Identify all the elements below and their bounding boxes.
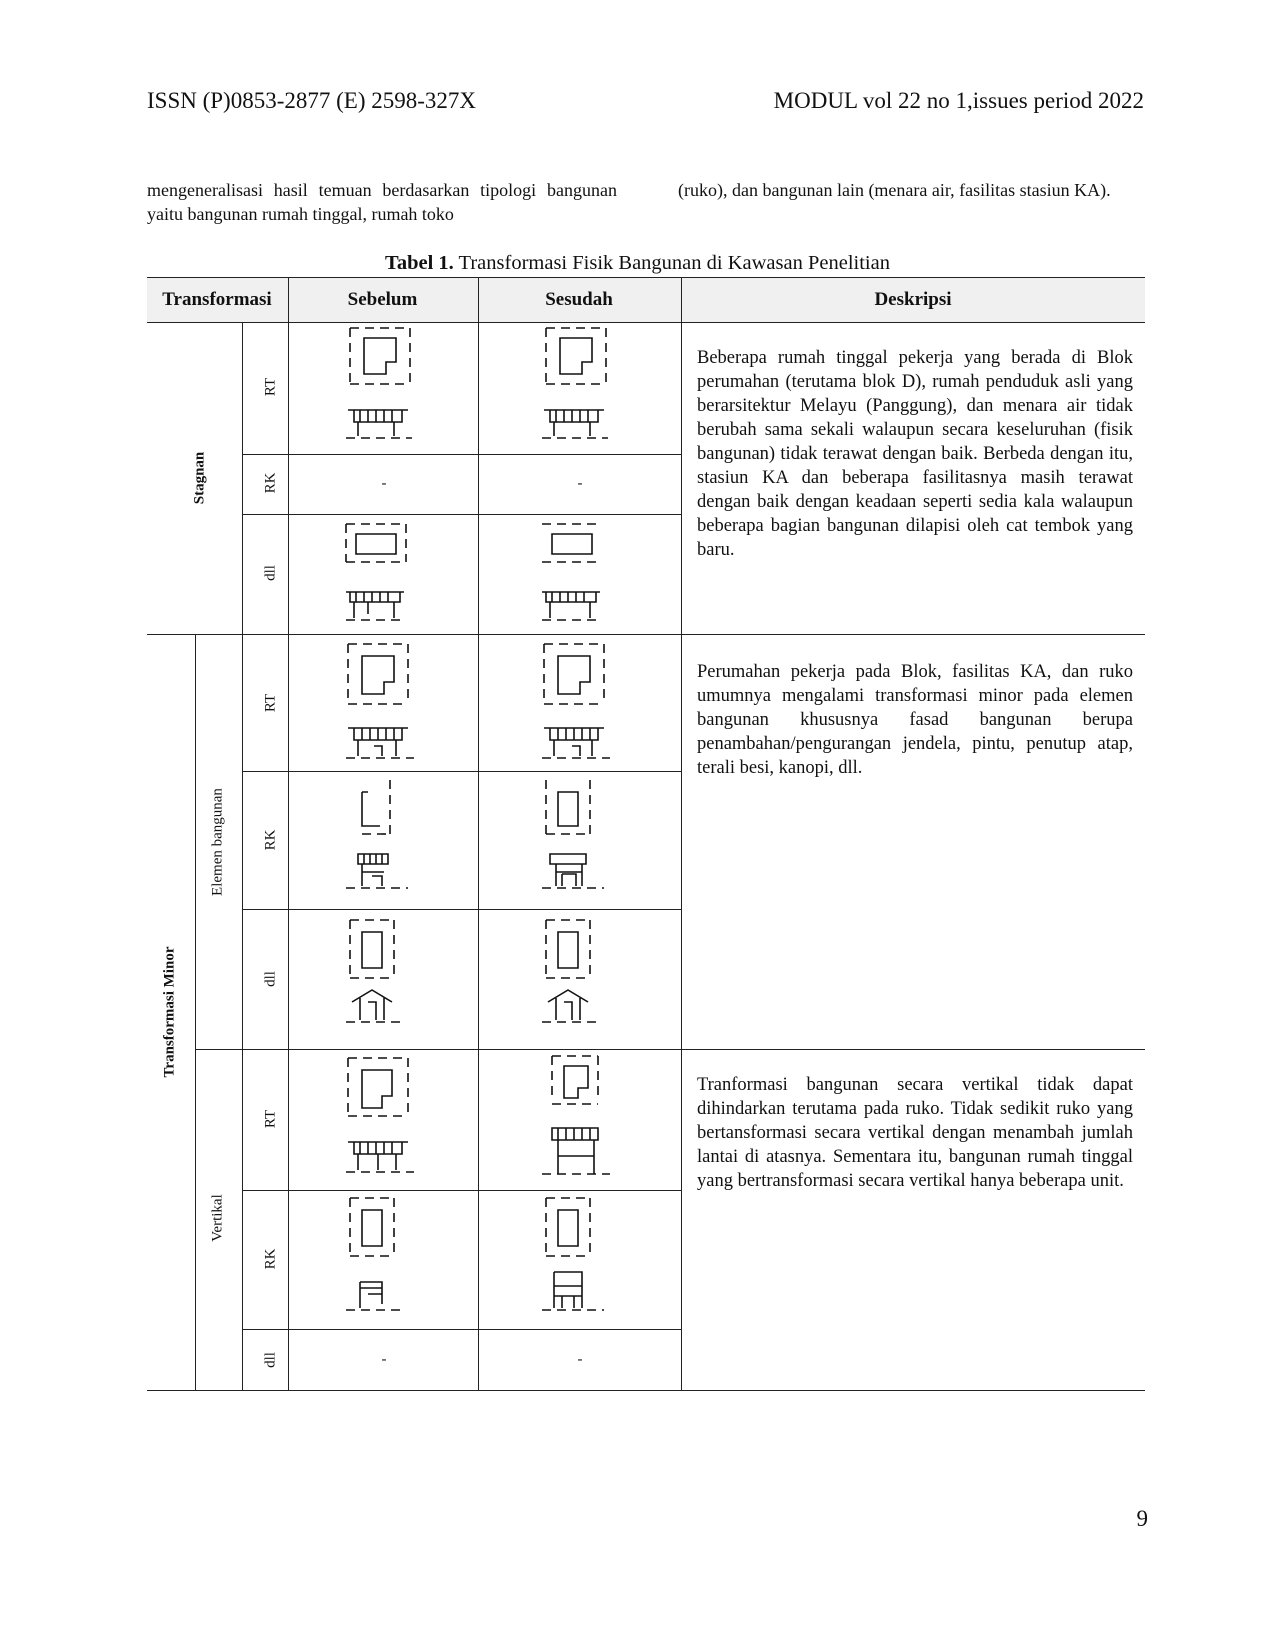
sketch-vertikal-rk-before <box>342 1196 422 1326</box>
row-label-rt: RT <box>262 377 279 397</box>
header-sebelum: Sebelum <box>347 289 418 310</box>
row-label-rt: RT <box>262 693 279 713</box>
sketch-vertikal-rk-after <box>538 1196 618 1326</box>
sketch-stagnan-rt-after <box>538 326 618 446</box>
journal-issn: ISSN (P)0853-2877 (E) 2598-327X <box>147 88 477 113</box>
page-number: 9 <box>1136 1506 1148 1531</box>
group-vertikal-label: Vertikal <box>209 1194 226 1242</box>
sketch-vertikal-rt-after <box>538 1056 628 1186</box>
empty-cell-marker: - <box>381 475 387 492</box>
sketch-stagnan-rt-before <box>342 326 422 446</box>
header-transformasi: Transformasi <box>162 289 272 310</box>
table-caption-text: Transformasi Fisik Bangunan di Kawasan Penelitian <box>453 252 890 274</box>
empty-cell-marker: - <box>577 1351 583 1368</box>
description-vertikal: Tranformasi bangunan secara vertikal tidak dapat dihindarkan terutama pada ruko. Tidak sedikit ruko yang bertansformasi secara vertikal dengan menambah jumlah lantai di atasnya. Sementara itu, bangunan rumah tinggal yang bertransformasi secara vertikal hanya beberapa unit. <box>697 1075 1133 1191</box>
row-label-rk: RK <box>262 829 279 851</box>
group-elemen-label: Elemen bangunan <box>209 788 226 896</box>
journal-issue: MODUL vol 22 no 1,issues period 2022 <box>773 88 1144 113</box>
description-elemen-bangunan: Perumahan pekerja pada Blok, fasilitas KA, dan ruko umumnya mengalami transformasi minor pada elemen bangunan khususnya fasad bangunan berupa penambahan/pengurangan jendela, pintu, penutup atap, terali besi, kanopi, dll. <box>697 662 1133 778</box>
sketch-elemen-dll-after <box>538 918 618 1038</box>
group-minor-label: Transformasi Minor <box>161 946 178 1078</box>
row-label-dll: dll <box>262 565 279 581</box>
sketch-elemen-rk-before <box>342 778 422 903</box>
sketch-stagnan-dll-after <box>538 522 618 632</box>
sketch-elemen-rt-before <box>342 642 422 767</box>
empty-cell-marker: - <box>381 1351 387 1368</box>
table-caption-label: Tabel 1. <box>385 252 454 274</box>
row-label-rk: RK <box>262 472 279 494</box>
intro-text-right: (ruko), dan bangunan lain (menara air, fasilitas stasiun KA). <box>678 180 1111 200</box>
row-label-dll: dll <box>262 1352 279 1368</box>
sketch-vertikal-rt-before <box>342 1056 422 1186</box>
sketch-elemen-rt-after <box>538 642 618 767</box>
sketch-elemen-rk-after <box>538 778 618 903</box>
sketch-elemen-dll-before <box>342 918 422 1038</box>
group-stagnan-label: Stagnan <box>191 451 208 505</box>
table-caption <box>0 252 1275 275</box>
header-deskripsi: Deskripsi <box>874 289 952 310</box>
intro-text-left: mengeneralisasi hasil temuan berdasarkan tipologi bangunan yaitu bangunan rumah tinggal, rumah toko <box>147 180 617 224</box>
row-label-rt: RT <box>262 1109 279 1129</box>
empty-cell-marker: - <box>577 475 583 492</box>
description-stagnan: Beberapa rumah tinggal pekerja yang berada di Blok perumahan (terutama blok D), rumah penduduk asli yang berarsitektur Melayu (Panggung), dan menara air tidak berubah sama sekali walaupun secara keseluruhan (fisik bangunan) tidak terawat dengan baik. Berbeda dengan itu, stasiun KA dan beberapa fasilitasnya masih terawat dengan baik dengan keadaan seperti sedia kala walaupun beberapa bagian bangunan dilapisi oleh cat tembok yang baru. <box>697 348 1133 560</box>
sketch-stagnan-dll-before <box>342 522 422 632</box>
row-label-rk: RK <box>262 1248 279 1270</box>
row-label-dll: dll <box>262 971 279 987</box>
header-sesudah: Sesudah <box>545 289 613 310</box>
